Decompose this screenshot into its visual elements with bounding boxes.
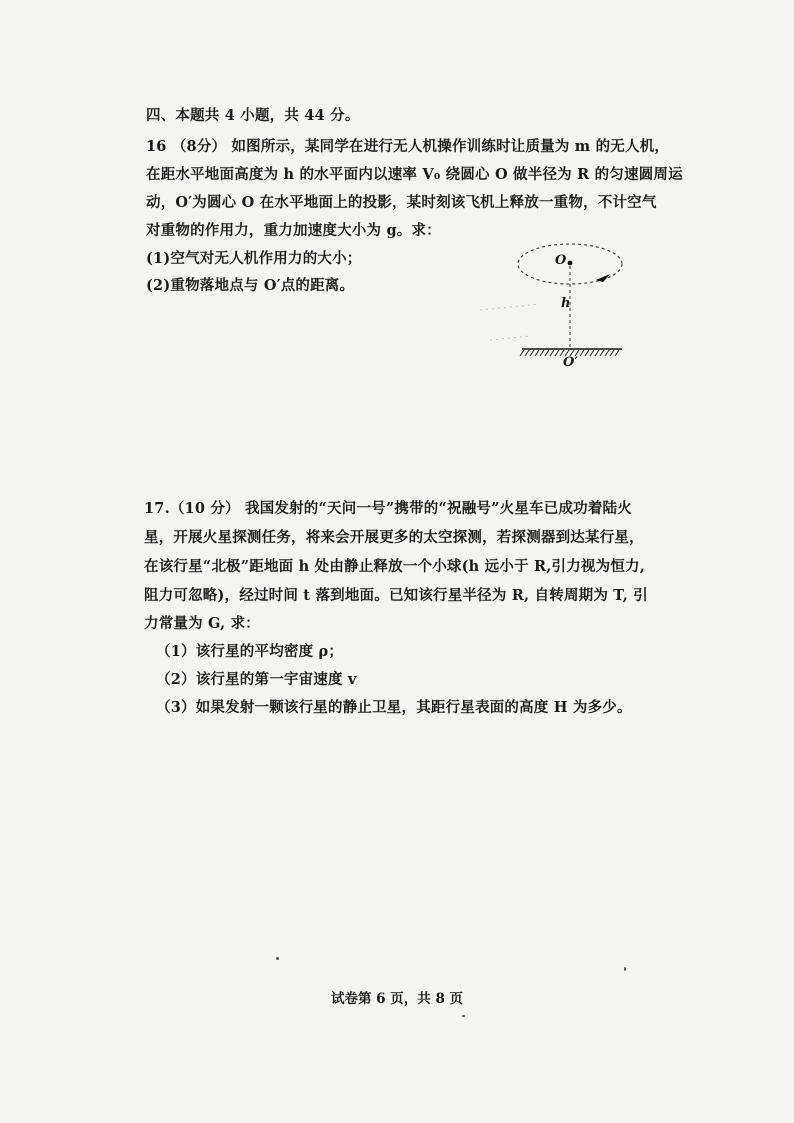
- ground-hatch: [595, 350, 599, 356]
- ground-hatch: [545, 350, 549, 356]
- ground-hatch: [600, 350, 604, 356]
- q17-line-3: 在该行星“北极”距地面 h 处由静止释放一个小球(h 远小于 R,引力视为恒力,: [144, 558, 645, 575]
- ground-hatch: [590, 350, 594, 356]
- q17-part-1: （1）该行星的平均密度 ρ；: [156, 643, 344, 660]
- ground-hatch: [555, 350, 559, 356]
- center-point: [568, 261, 573, 266]
- ground-hatch: [615, 350, 619, 356]
- q16-part-1: (1)空气对无人机作用力的大小；: [146, 250, 362, 267]
- q17-line-4: 阻力可忽略)，经过时间 t 落到地面。已知该行星半径为 R, 自转周期为 T, 引: [144, 587, 648, 604]
- ground-hatch: [525, 350, 529, 356]
- q17-line-1: 17.（10 分） 我国发射的“天问一号”携带的“祝融号”火星车已成功着陆火: [144, 500, 632, 517]
- ground-hatch: [520, 350, 524, 356]
- section-header: 四、本题共 4 小题，共 44 分。: [146, 107, 360, 124]
- q17-line-5: 力常量为 G, 求：: [144, 615, 261, 632]
- q16-part-2: (2)重物落地点与 O′点的距离。: [146, 277, 355, 294]
- q16-line-2: 在距水平地面高度为 h 的水平面内以速率 V₀ 绕圆心 O 做半径为 R 的匀速圆周运: [146, 166, 683, 183]
- scan-speck: [624, 967, 626, 971]
- ground-hatch: [530, 350, 534, 356]
- ground-hatch: [535, 350, 539, 356]
- q16-line-4: 对重物的作用力，重力加速度大小为 g。求：: [146, 222, 441, 239]
- page-footer: 试卷第 6 页，共 8 页: [330, 991, 464, 1007]
- center-label: O: [555, 253, 567, 268]
- ground-hatch: [610, 350, 614, 356]
- ground-hatch: [550, 350, 554, 356]
- q16-line-1: 16 （8分） 如图所示，某同学在进行无人机操作训练时让质量为 m 的无人机，: [146, 138, 670, 155]
- ground-hatch: [540, 350, 544, 356]
- scan-speck: [276, 957, 279, 960]
- ground-hatch: [585, 350, 589, 356]
- q17-part-2: （2）该行星的第一宇宙速度 v: [156, 671, 357, 688]
- scan-speck: [462, 1015, 465, 1017]
- ground-point-label: O′: [563, 355, 579, 370]
- q17-part-3: （3）如果发射一颗该行星的静止卫星，其距行星表面的高度 H 为多少。: [156, 699, 632, 716]
- ground-hatch: [580, 350, 584, 356]
- height-label: h: [561, 296, 571, 311]
- ground-hatch: [605, 350, 609, 356]
- q17-line-2: 星，开展火星探测任务，将来会开展更多的太空探测，若探测器到达某行星，: [144, 529, 644, 546]
- q16-line-3: 动，O′为圆心 O 在水平地面上的投影，某时刻该飞机上释放一重物，不计空气: [146, 194, 657, 211]
